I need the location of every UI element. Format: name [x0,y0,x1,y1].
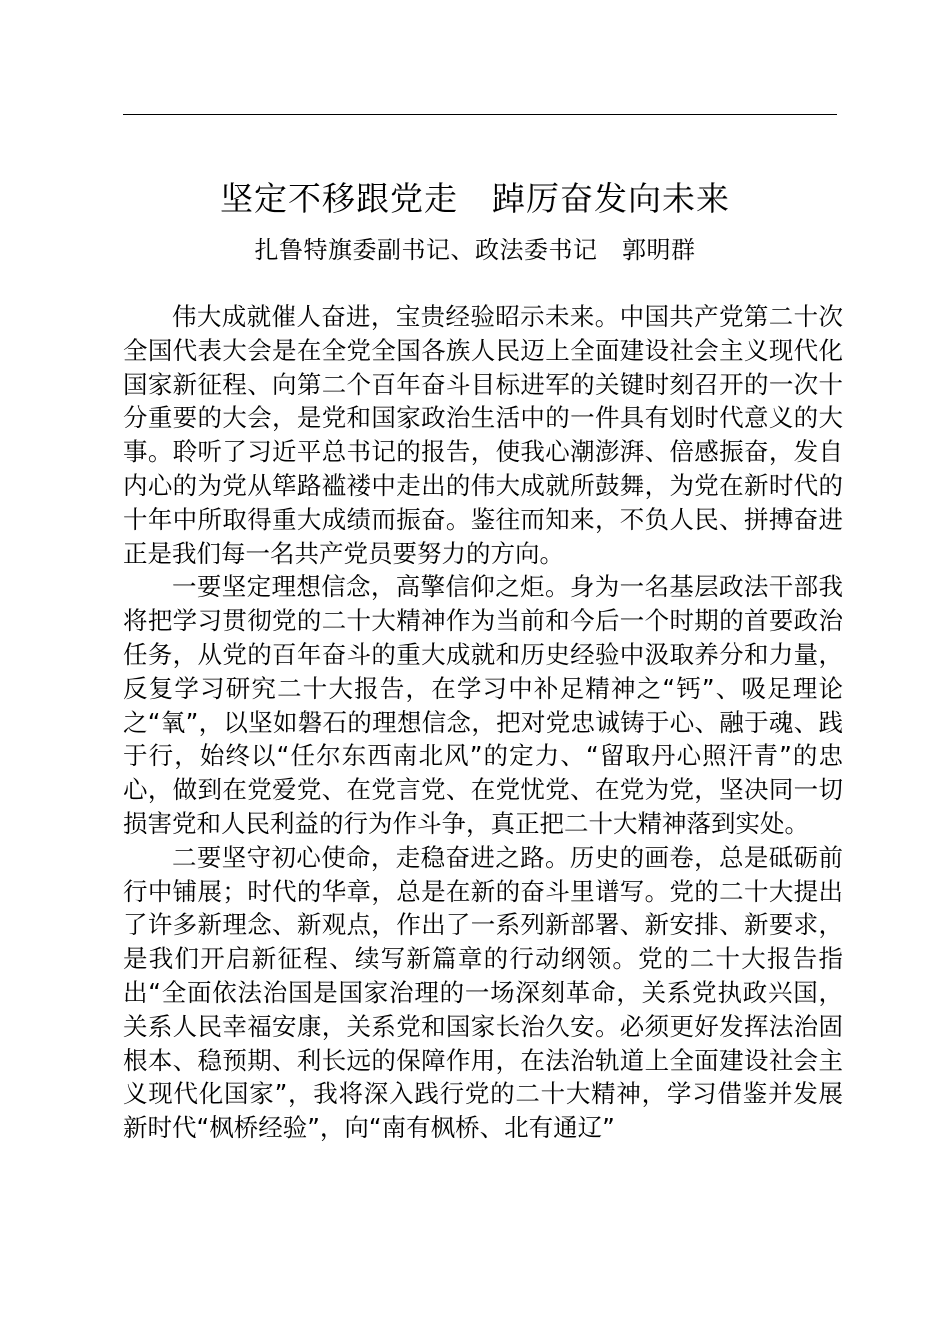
document-body [123,300,843,1145]
paragraph-ideals: 一要坚定理想信念，高擎信仰之炬。身为一名基层政法干部我将把学习贯彻党的二十大精神作为当前和今后一个时期的首要政治任务，从党的百年奋斗的重大成就和历史经验中汲取养分和力量，反复学习研究二十大报告，在学习中补足精神之“钙”、吸足理论之“氧”，以坚如磐石的理想信念，把对党忠诚铸于心、融于魂、践于行，始终以“任尔东西南北风”的定力、“留取丹心照汗青”的忠心，做到在党爱党、在党言党、在党忧党、在党为党，坚决同一切损害党和人民利益的行为作斗争，真正把二十大精神落到实处。 [123,572,843,838]
paragraph-mission: 二要坚守初心使命，走稳奋进之路。历史的画卷，总是砥砺前行中铺展；时代的华章，总是在新的奋斗里谱写。党的二十大提出了许多新理念、新观点，作出了一系列新部署、新安排、新要求，是我们开启新征程、续写新篇章的行动纲领。党的二十大报告指出“全面依法治国是国家治理的一场深刻革命，关系党执政兴国，关系人民幸福安康，关系党和国家长治久安。必须更好发挥法治固根本、稳预期、利长远的保障作用，在法治轨道上全面建设社会主义现代化国家”，我将深入践行党的二十大精神，学习借鉴并发展新时代“枫桥经验”，向“南有枫桥、北有通辽” [123,842,843,1143]
header-rule [123,114,837,115]
author-byline: 扎鲁特旗委副书记、政法委书记 郭明群 [254,236,696,264]
paragraph-intro: 伟大成就催人奋进，宝贵经验昭示未来。中国共产党第二十次全国代表大会是在全党全国各族人民迈上全面建设社会主义现代化国家新征程、向第二个百年奋斗目标进军的关键时刻召开的一次十分重要的大会，是党和国家政治生活中的一件具有划时代意义的大事。聆听了习近平总书记的报告，使我心潮澎湃、倍感振奋，发自内心的为党从筚路褴褛中走出的伟大成就所鼓舞，为党在新时代的十年中所取得重大成绩而振奋。鉴往而知来，不负人民、拼搏奋进正是我们每一名共产党员要努力的方向。 [123,302,843,568]
document-title: 坚定不移跟党走 踔厉奋发向未来 [220,179,730,218]
